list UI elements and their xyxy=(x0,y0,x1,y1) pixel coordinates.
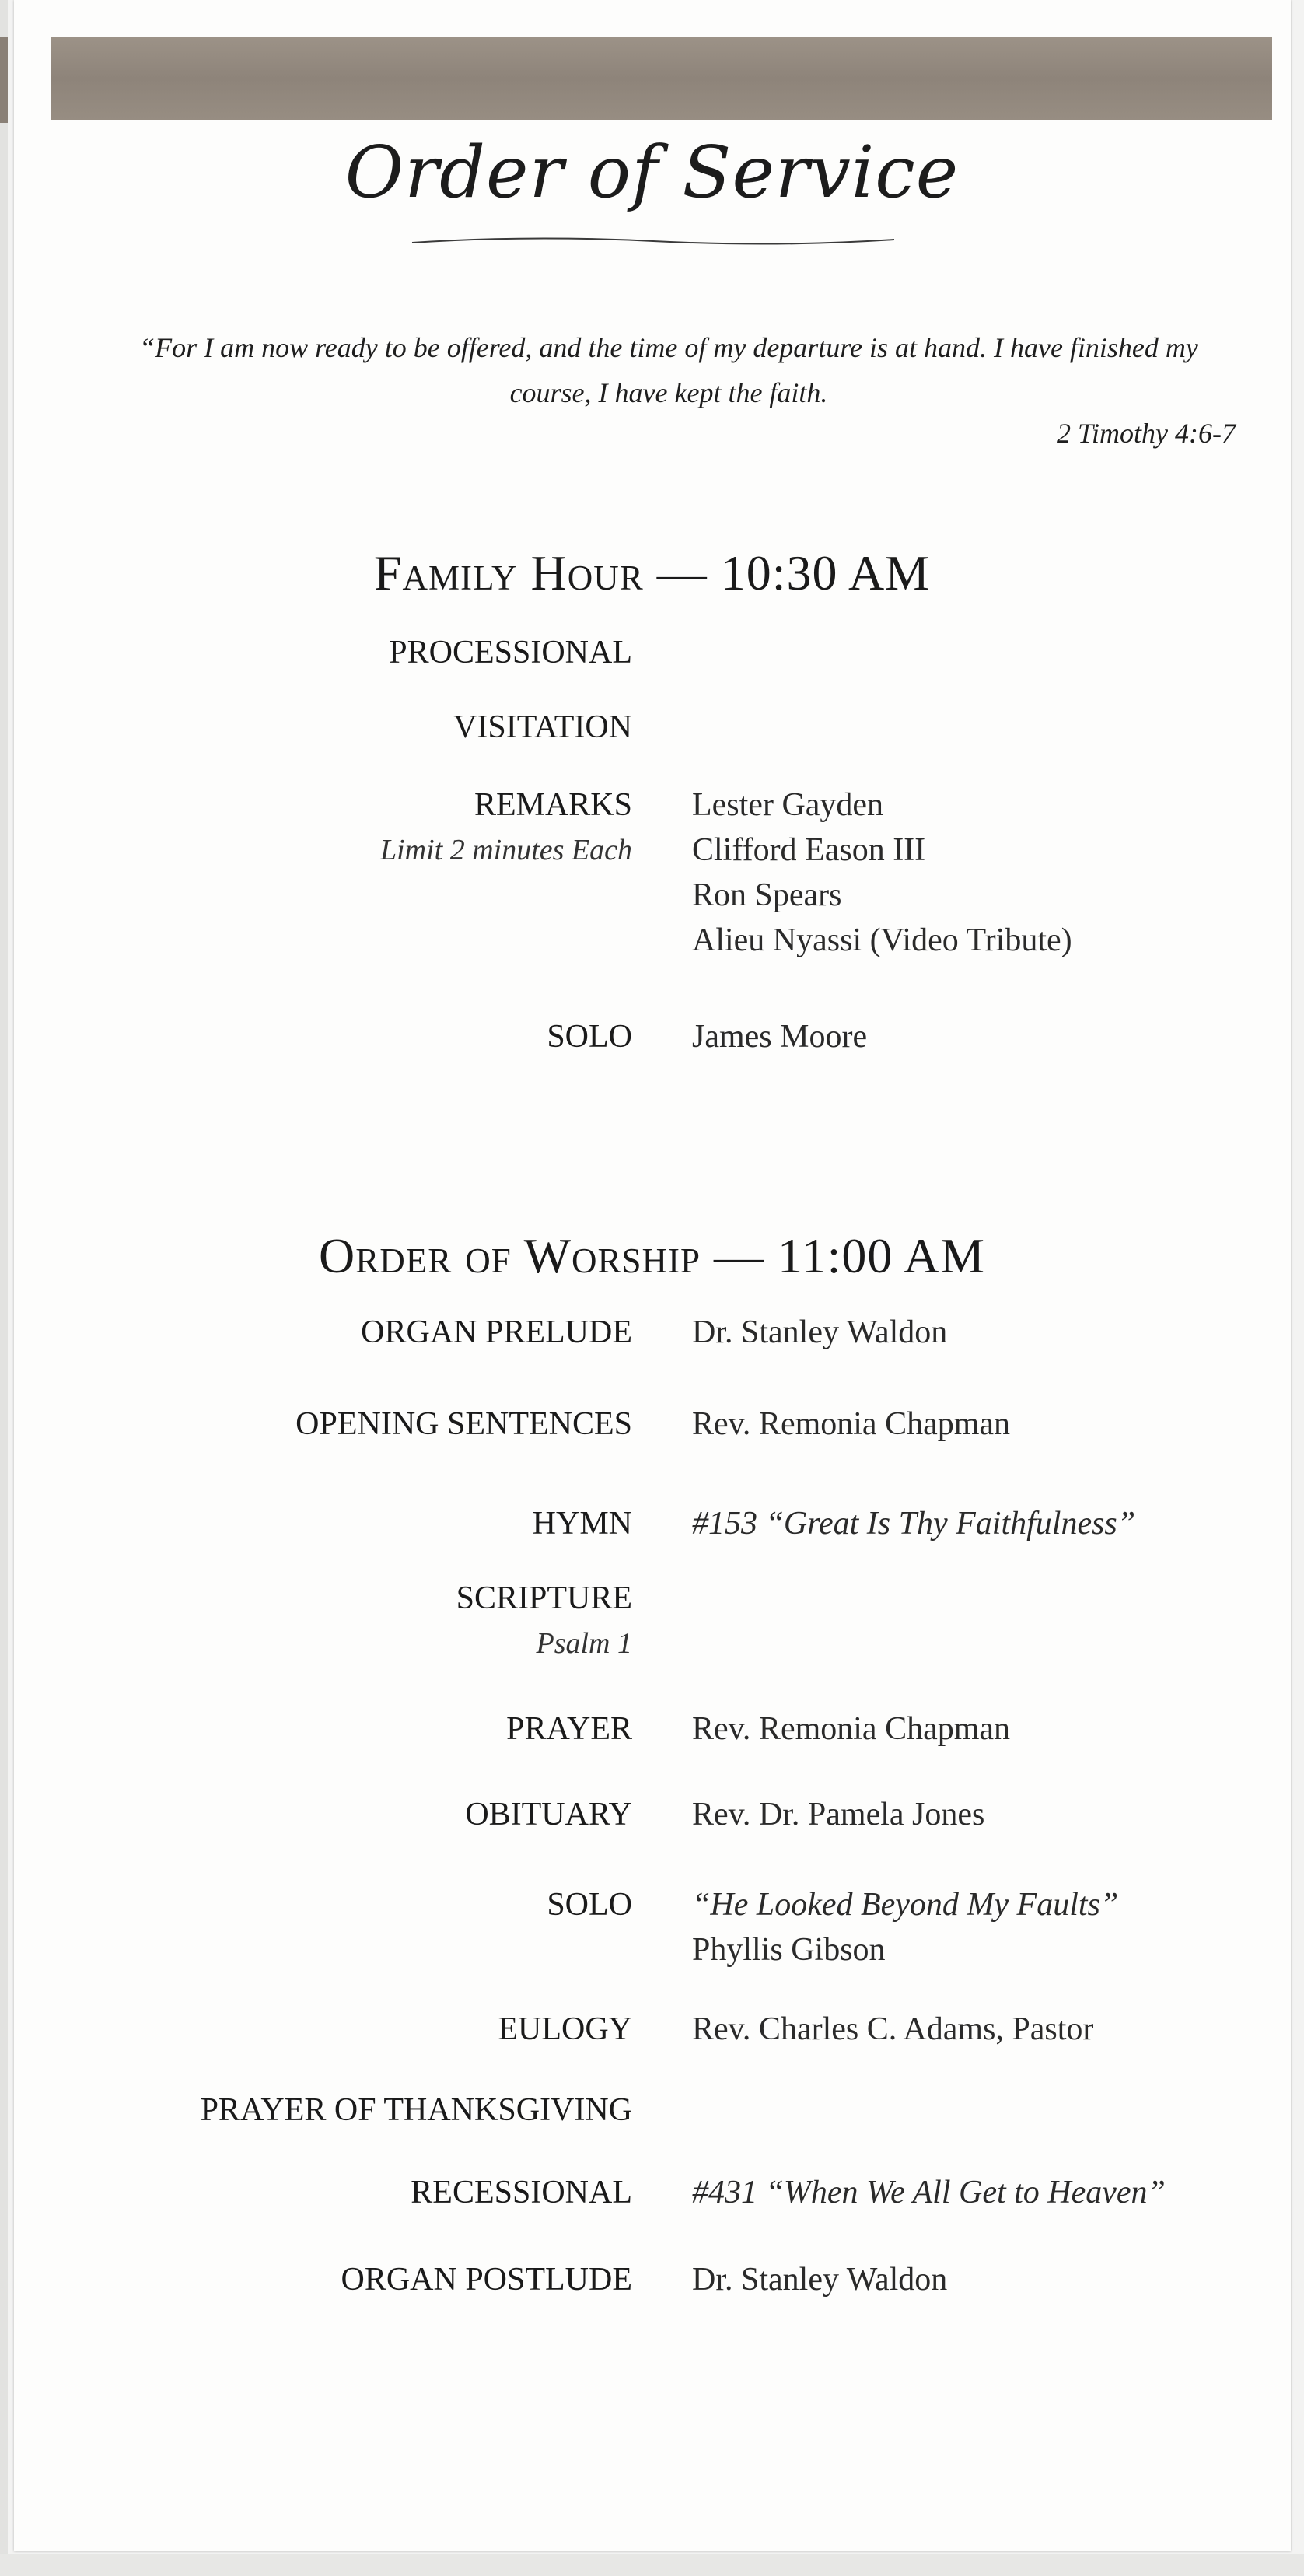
item-label: SCRIPTURE xyxy=(456,1580,632,1616)
item-participant: James Moore xyxy=(692,1019,868,1055)
item-label: SOLO xyxy=(547,1887,632,1923)
item-label: ORGAN PRELUDE xyxy=(361,1314,632,1350)
item-label: PRAYER xyxy=(506,1711,632,1747)
participant-name: Clifford Eason III xyxy=(692,832,926,868)
item-participant: Dr. Stanley Waldon xyxy=(692,2262,948,2298)
family-hour-heading: Family Hour — 10:30 AM xyxy=(373,545,931,600)
header-bar xyxy=(51,37,1272,120)
participant-name: Ron Spears xyxy=(692,877,842,913)
item-label: RECESSIONAL xyxy=(411,2175,632,2210)
item-participant: Rev. Charles C. Adams, Pastor xyxy=(692,2011,1094,2047)
item-participant: Rev. Dr. Pamela Jones xyxy=(692,1797,985,1832)
title-flourish xyxy=(404,233,902,249)
item-participant: Rev. Remonia Chapman xyxy=(692,1711,1011,1747)
page-left-edge xyxy=(0,0,8,2576)
item-label: EULOGY xyxy=(498,2011,632,2047)
item-participant: Dr. Stanley Waldon xyxy=(692,1314,948,1350)
participant-name: Phyllis Gibson xyxy=(692,1932,886,1968)
item-hymn: #431 “When We All Get to Heaven” xyxy=(692,2175,1166,2210)
epigraph-quote: “For I am now ready to be offered, and the time of my departure is at hand. I have finished my course, I have kept the faith. xyxy=(139,332,1198,408)
participant-name: Alieu Nyassi (Video Tribute) xyxy=(692,922,1072,958)
item-label: PRAYER OF THANKSGIVING xyxy=(200,2092,632,2128)
item-participant: Rev. Remonia Chapman xyxy=(692,1406,1011,1442)
item-label: SOLO xyxy=(547,1019,632,1055)
epigraph-reference: 2 Timothy 4:6-7 xyxy=(1057,418,1236,449)
worship-heading: Order of Worship — 11:00 AM xyxy=(318,1228,986,1283)
item-label: REMARKS xyxy=(474,787,632,823)
item-label: VISITATION xyxy=(453,709,632,745)
item-label: ORGAN POSTLUDE xyxy=(341,2262,632,2298)
page-title: Order of Service xyxy=(344,131,960,214)
page-bottom-edge xyxy=(0,2554,1304,2576)
item-hymn: #153 “Great Is Thy Faithfulness” xyxy=(692,1506,1136,1542)
item-participants xyxy=(692,1882,1118,1972)
page-edge-tab xyxy=(0,37,8,123)
participant-name: Lester Gayden xyxy=(692,787,884,823)
item-label: OPENING SENTENCES xyxy=(295,1406,632,1442)
item-note: Psalm 1 xyxy=(536,1627,632,1660)
item-label: OBITUARY xyxy=(465,1797,632,1832)
item-note: Limit 2 minutes Each xyxy=(379,834,632,866)
solo-song-title: “He Looked Beyond My Faults” xyxy=(692,1887,1119,1923)
item-label: HYMN xyxy=(532,1506,632,1542)
item-label: PROCESSIONAL xyxy=(389,635,632,670)
item-participants xyxy=(692,782,1072,963)
